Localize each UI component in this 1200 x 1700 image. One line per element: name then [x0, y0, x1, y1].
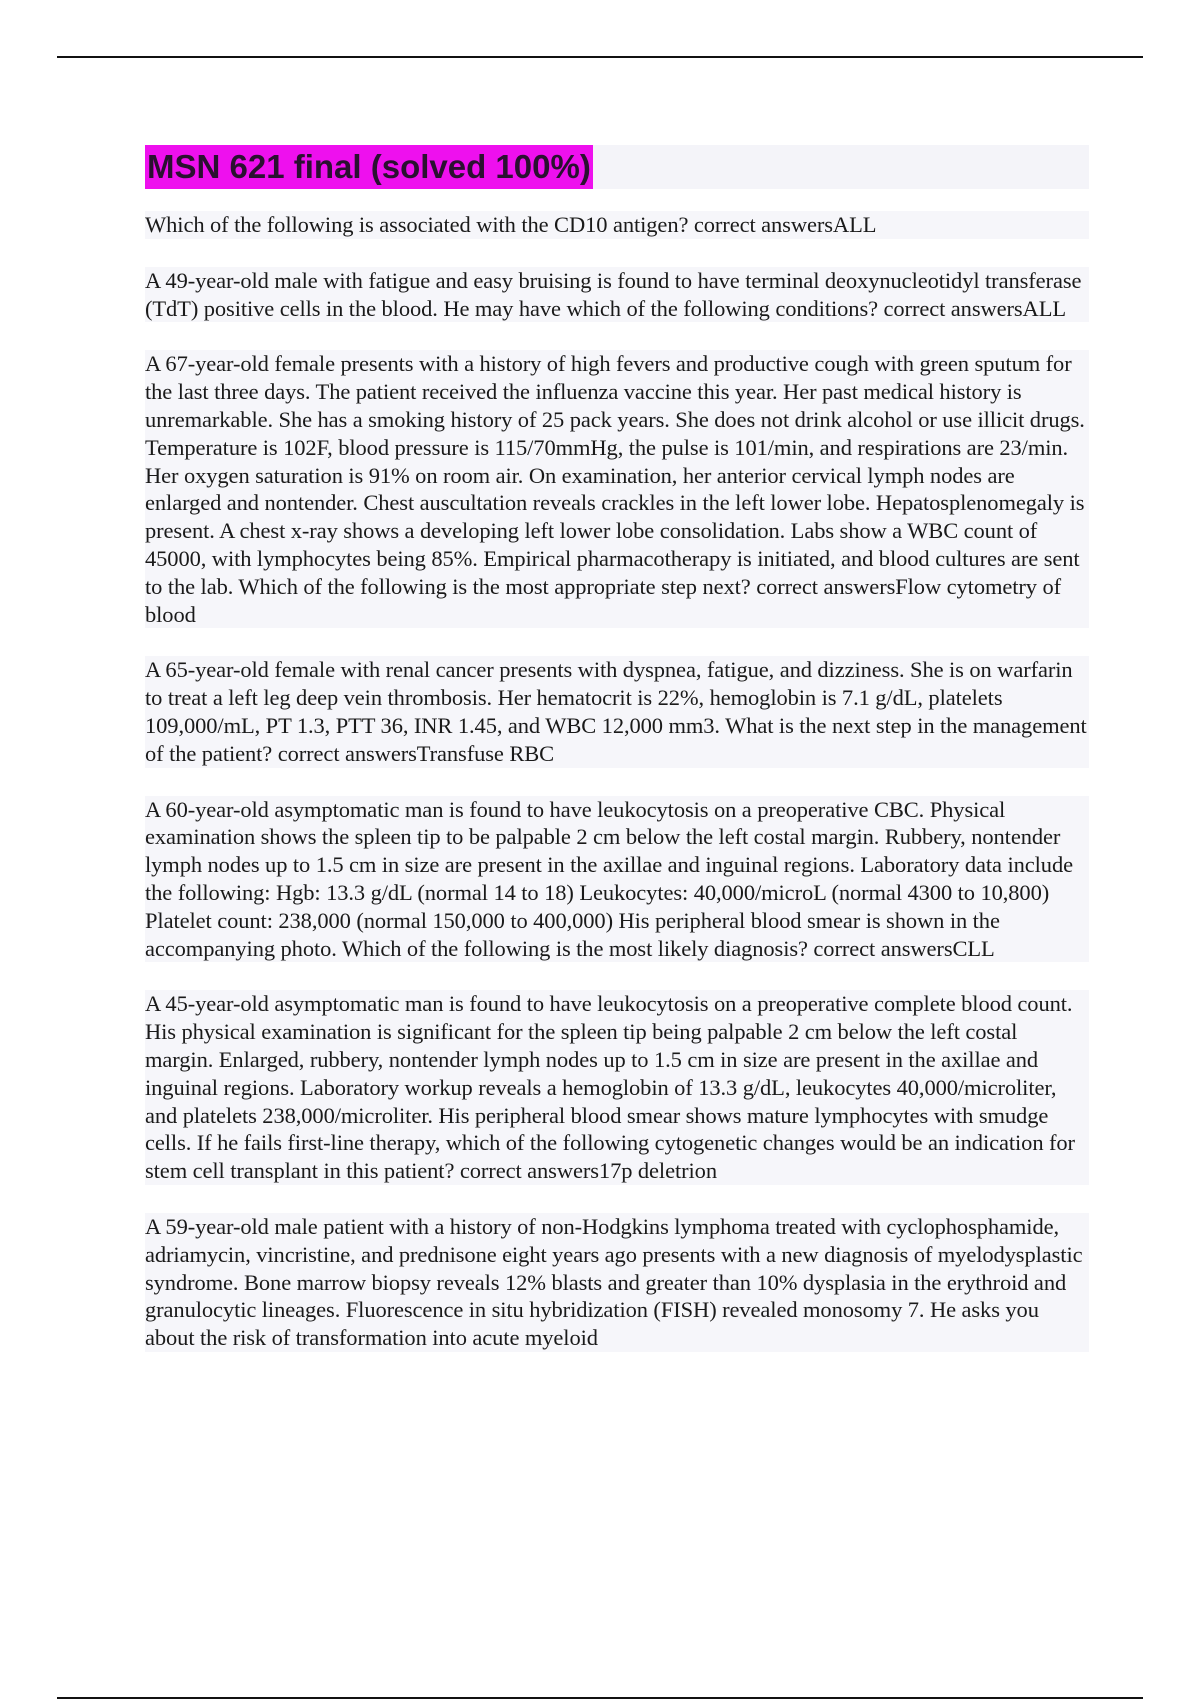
qa-paragraph: A 45-year-old asymptomatic man is found to have leukocytosis on a preoperative complete blood count. His physical examination is significant for the spleen tip being palpable 2 cm below the left costal margin. Enlarged, rubbery, nontender lymph nodes up to 1.5 cm in size are present in the axillae and inguinal regions. Laboratory workup reveals a hemoglobin of 13.3 g/dL, leukocytes 40,000/microliter, and platelets 238,000/microliter. His peripheral blood smear shows mature lymphocytes with smudge cells. If he fails first-line therapy, which of the following cytogenetic changes would be an indication for stem cell transplant in this patient? correct answers17p deletrion [145, 990, 1089, 1185]
document-title: MSN 621 final (solved 100%) [145, 145, 593, 189]
document-body [145, 145, 1089, 1380]
qa-paragraph: A 59-year-old male patient with a history of non-Hodgkins lymphoma treated with cyclophosphamide, adriamycin, vincristine, and prednisone eight years ago presents with a new diagnosis of myelodysplastic syndrome. Bone marrow biopsy reveals 12% blasts and greater than 10% dysplasia in the erythroid and granulocytic lineages. Fluorescence in situ hybridization (FISH) revealed monosomy 7. He asks you about the risk of transformation into acute myeloid [145, 1213, 1089, 1352]
title-bar [145, 145, 1089, 189]
qa-paragraph: A 60-year-old asymptomatic man is found to have leukocytosis on a preoperative CBC. Physical examination shows the spleen tip to be palpable 2 cm below the left costal margin. Rubbery, nontender lymph nodes up to 1.5 cm in size are present in the axillae and inguinal regions. Laboratory data include the following: Hgb: 13.3 g/dL (normal 14 to 18) Leukocytes: 40,000/microL (normal 4300 to 10,800) Platelet count: 238,000 (normal 150,000 to 400,000) His peripheral blood smear is shown in the accompanying photo. Which of the following is the most likely diagnosis? correct answersCLL [145, 796, 1089, 963]
qa-paragraph: A 65-year-old female with renal cancer presents with dyspnea, fatigue, and dizziness. She is on warfarin to treat a left leg deep vein thrombosis. Her hematocrit is 22%, hemoglobin is 7.1 g/dL, platelets 109,000/mL, PT 1.3, PTT 36, INR 1.45, and WBC 12,000 mm3. What is the next step in the management of the patient? correct answersTransfuse RBC [145, 656, 1089, 767]
page-bottom-rule [57, 1697, 1143, 1699]
page-top-rule [57, 56, 1143, 58]
qa-paragraph: A 49-year-old male with fatigue and easy bruising is found to have terminal deoxynucleotidyl transferase (TdT) positive cells in the blood. He may have which of the following conditions? correct answersALL [145, 267, 1089, 323]
qa-paragraph: A 67-year-old female presents with a history of high fevers and productive cough with green sputum for the last three days. The patient received the influenza vaccine this year. Her past medical history is unremarkable. She has a smoking history of 25 pack years. She does not drink alcohol or use illicit drugs. Temperature is 102F, blood pressure is 115/70mmHg, the pulse is 101/min, and respirations are 23/min. Her oxygen saturation is 91% on room air. On examination, her anterior cervical lymph nodes are enlarged and nontender. Chest auscultation reveals crackles in the left lower lobe. Hepatosplenomegaly is present. A chest x-ray shows a developing left lower lobe consolidation. Labs show a WBC count of 45000, with lymphocytes being 85%. Empirical pharmacotherapy is initiated, and blood cultures are sent to the lab. Which of the following is the most appropriate step next? correct answersFlow cytometry of blood [145, 350, 1089, 628]
qa-paragraph: Which of the following is associated with the CD10 antigen? correct answersALL [145, 211, 1089, 239]
